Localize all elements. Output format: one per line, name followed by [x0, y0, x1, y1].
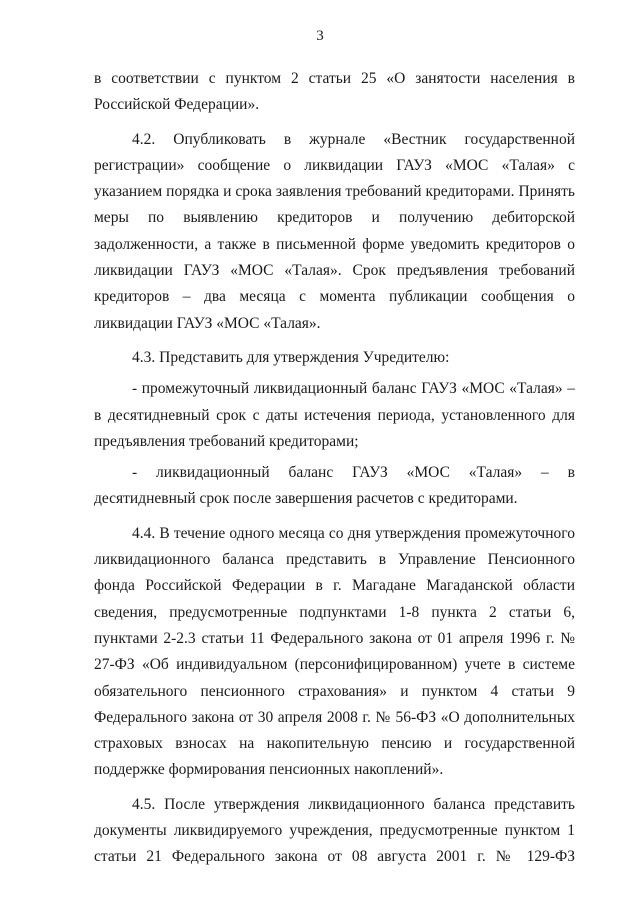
document-body: [94, 66, 575, 871]
paragraph-4-3: 4.3. Представить для утверждения Учредителю:: [132, 348, 450, 366]
paragraph-4-3-item-1: - промежуточный ликвидационный баланс ГАУЗ «МОС «Талая» – в десятидневный срок с даты истечения периода, установленного для предъявления требований кредиторами;: [94, 380, 575, 450]
paragraph-4-3-item-2: - ликвидационный баланс ГАУЗ «МОС «Талая» – в десятидневный срок после завершения расчетов с кредиторами.: [94, 464, 575, 508]
paragraph-continuation: в соответствии с пунктом 2 статьи 25 «О занятости населения в Российской Федерации».: [94, 70, 575, 114]
paragraph-4-2: 4.2. Опубликовать в журнале «Вестник государственной регистрации» сообщение о ликвидации ГАУЗ «МОС «Талая» с указанием порядка и срока заявления требований кредиторами. Принять меры по выявлению кредиторов и получению дебиторской задолженности, а также в письменной форме уведомить кредиторов о ликвидации ГАУЗ «МОС «Талая». Срок предъявления требований кредиторов – два месяца с момента публикации сообщения о ликвидации ГАУЗ «МОС «Талая».: [94, 130, 575, 332]
page-number: 3: [316, 28, 324, 44]
paragraph-4-5: 4.5. После утверждения ликвидационного баланса представить документы ликвидируемого учреждения, предусмотренные пунктом 1 статьи 21 Федерального закона от 08 августа 2001 г. № 129-ФЗ: [94, 795, 575, 866]
paragraph-4-4: 4.4. В течение одного месяца со дня утверждения промежуточного ликвидационного баланса представить в Управление Пенсионного фонда Российской Федерации в г. Магадане Магаданской области сведения, предусмотренные подпунктами 1-8 пункта 2 статьи 6, пунктами 2-2.3 статьи 11 Федерального закона от 01 апреля 1996 г. № 27-ФЗ «Об индивидуальном (персонифицированном) учете в системе обязательного пенсионного страхования» и пунктом 4 статьи 9 Федерального закона от 30 апреля 2008 г. № 56-ФЗ «О дополнительных страховых взносах на накопительную пенсию и государственной поддержке формирования пенсионных накоплений».: [94, 524, 575, 779]
